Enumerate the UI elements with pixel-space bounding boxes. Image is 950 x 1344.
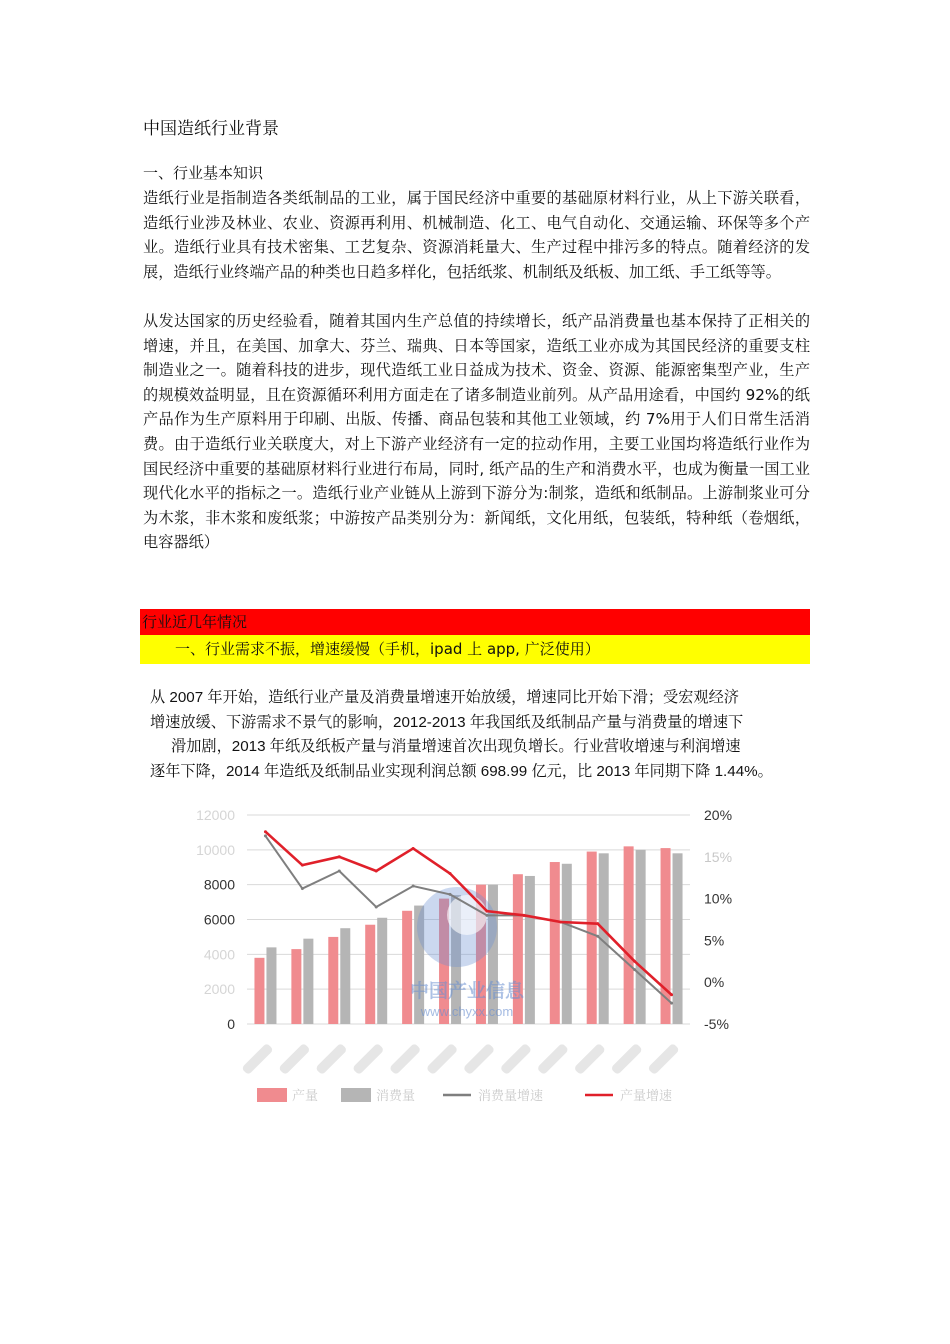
line-point <box>338 870 341 873</box>
legend-consumption-growth-label: 消费量增速 <box>478 1088 544 1103</box>
x-tick-label <box>426 1043 459 1076</box>
x-tick-label-smudge <box>426 1043 459 1076</box>
y-tick-label-right: 20% <box>704 807 733 823</box>
watermark-logo-inner <box>447 895 487 935</box>
line-point <box>596 922 599 925</box>
legend-consumption-label: 消费量 <box>376 1088 416 1103</box>
x-tick-label <box>278 1043 311 1076</box>
line-point <box>596 935 599 938</box>
legend-production-growth-label: 产量增速 <box>620 1088 673 1103</box>
bar-production <box>550 862 560 1024</box>
watermark-url: www.chyxx.com <box>420 1004 514 1019</box>
line-point <box>485 910 488 913</box>
line-point <box>559 921 562 924</box>
bar-consumption <box>266 947 276 1024</box>
y-tick-label-left: 8000 <box>203 876 235 893</box>
y-tick-label-right: 10% <box>704 890 733 907</box>
line-point <box>375 870 378 873</box>
line-point <box>449 872 452 875</box>
line-point <box>633 968 636 971</box>
x-tick-label-smudge <box>352 1043 385 1076</box>
chart-svg <box>175 797 765 1115</box>
line-point <box>338 855 341 858</box>
x-tick-label-smudge <box>315 1043 348 1076</box>
legend-production-label: 产量 <box>292 1088 319 1103</box>
bar-production <box>365 925 375 1024</box>
x-tick-label-smudge <box>537 1043 570 1076</box>
bar-production <box>328 937 338 1024</box>
line-point <box>301 887 304 890</box>
line-point <box>412 847 415 850</box>
paragraph-line: 逐年下降，2014 年造纸及纸制品业实现利润总额 698.99 亿元，比 2013 年同期下降 1.44%。 <box>150 762 773 780</box>
y-tick-label-left: 6000 <box>203 911 235 928</box>
line-point <box>375 905 378 908</box>
y-tick-label-right: 0% <box>704 974 725 991</box>
document-title: 中国造纸行业背景 <box>143 119 279 139</box>
x-tick-label <box>389 1043 422 1076</box>
y-tick-label-left: 2000 <box>203 981 235 998</box>
paragraph-line: 滑加剧，2013 年纸及纸板产量与消量增速首次出现负增长。行业营收增速与利润增速 <box>171 738 741 755</box>
x-tick-label <box>573 1043 606 1076</box>
paper-production-chart <box>175 797 765 1115</box>
x-tick-label <box>610 1043 643 1076</box>
line-point <box>485 914 488 917</box>
bar-consumption <box>525 876 535 1024</box>
x-tick-label-smudge <box>647 1043 680 1076</box>
bar-production <box>402 911 412 1024</box>
bar-consumption <box>562 864 572 1024</box>
x-tick-label-smudge <box>573 1043 606 1076</box>
section-heading: 一、行业基本知识 <box>143 164 264 182</box>
paragraph-development-experience: 从发达国家的历史经验看，随着其国内生产总值的持续增长，纸产品消费量也基本保持了正相关的增速，并且，在美国、加拿大、芬兰、瑞典、日本等国家，造纸工业亦成为其国民经济的重要支柱制造业之一。随着科技的进步，现代造纸工业日益成为技术、资金、资源、能源密集型产业，生产的规模效益明显，且在资源循环利用方面走在了诸多制造业前列。从产品用途看，中国约 92%的纸产品作为生产原料用于印刷、出版、传播、商品包装和其他工业领域，约 7%用于人们日常生活消费。由于造纸行业关联度大，对上下游产业经济有一定的拉动作用，主要工业国均将造纸行业作为国民经济中重要的基础原材料行业进行布局，同时, 纸产品的生产和消费水平，也成为衡量一国工业现代化水平的指标之一。造纸行业产业链从上游到下游分为:制浆，造纸和纸制品。上游制浆业可分为木浆，非木浆和废纸浆；中游按产品类别分为：新闻纸，文化用纸，包装纸，特种纸（卷烟纸，电容器纸） <box>143 312 810 552</box>
y-tick-label-left: 10000 <box>196 841 235 858</box>
x-tick-label-smudge <box>389 1043 422 1076</box>
x-tick-label <box>463 1043 496 1076</box>
watermark-text: 中国产业信息 <box>409 981 525 1002</box>
x-tick-label <box>315 1043 348 1076</box>
line-point <box>522 914 525 917</box>
y-tick-label-right: 15% <box>704 848 733 865</box>
bar-consumption <box>673 853 683 1024</box>
bar-production <box>254 958 264 1024</box>
line-point <box>633 960 636 963</box>
x-tick-label <box>241 1043 274 1076</box>
paragraph-line: 从 2007 年开始，造纸行业产量及消费量增速开始放缓，增速同比开始下滑；受宏观经济 <box>150 689 739 706</box>
bar-consumption <box>303 939 313 1024</box>
line-point <box>301 864 304 867</box>
bar-consumption <box>636 850 646 1024</box>
x-tick-label <box>647 1043 680 1076</box>
line-point <box>449 893 452 896</box>
x-tick-label <box>352 1043 385 1076</box>
line-point <box>264 830 267 833</box>
line-point <box>670 1002 673 1005</box>
x-tick-label-smudge <box>241 1043 274 1076</box>
line-point <box>412 885 415 888</box>
bar-production <box>587 852 597 1024</box>
highlight-band-demand: 一、行业需求不振，增速缓慢（手机，ipad 上 app, 广泛使用） <box>140 635 810 664</box>
x-tick-label-smudge <box>610 1043 643 1076</box>
bar-production <box>624 846 634 1024</box>
x-tick-label <box>500 1043 533 1076</box>
y-tick-label-right: 5% <box>704 932 725 949</box>
y-tick-label-right: -5% <box>704 1016 729 1032</box>
highlight-band-recent-years: 行业近几年情况 <box>140 609 810 635</box>
y-tick-label-left: 12000 <box>196 807 235 823</box>
paragraph-line: 增速放缓、下游需求不景气的影响，2012-2013 年我国纸及纸制品产量与消费量的增速下 <box>150 713 744 731</box>
paragraph-industry-basics: 造纸行业是指制造各类纸制品的工业，属于国民经济中重要的基础原材料行业，从上下游关联看，造纸行业涉及林业、农业、资源再利用、机械制造、化工、电气自动化、交通运输、环保等多个产业。造纸行业具有技术密集、工艺复杂、资源消耗量大、生产过程中排污多的特点。随着经济的发展，造纸行业终端产品的种类也日趋多样化，包括纸浆、机制纸及纸板、加工纸、手工纸等等。 <box>143 189 810 281</box>
line-point <box>670 993 673 996</box>
y-tick-label-left: 0 <box>227 1016 235 1032</box>
bar-consumption <box>340 928 350 1024</box>
x-tick-label-smudge <box>500 1043 533 1076</box>
bar-consumption <box>377 918 387 1024</box>
legend-consumption-swatch <box>341 1088 371 1102</box>
paragraph-growth-slowdown <box>150 686 805 781</box>
line-point <box>264 834 267 837</box>
legend-production-swatch <box>257 1088 287 1102</box>
x-tick-label-smudge <box>463 1043 496 1076</box>
x-tick-label-smudge <box>278 1043 311 1076</box>
bar-production <box>291 949 301 1024</box>
x-tick-label <box>537 1043 570 1076</box>
y-tick-label-left: 4000 <box>203 946 235 963</box>
